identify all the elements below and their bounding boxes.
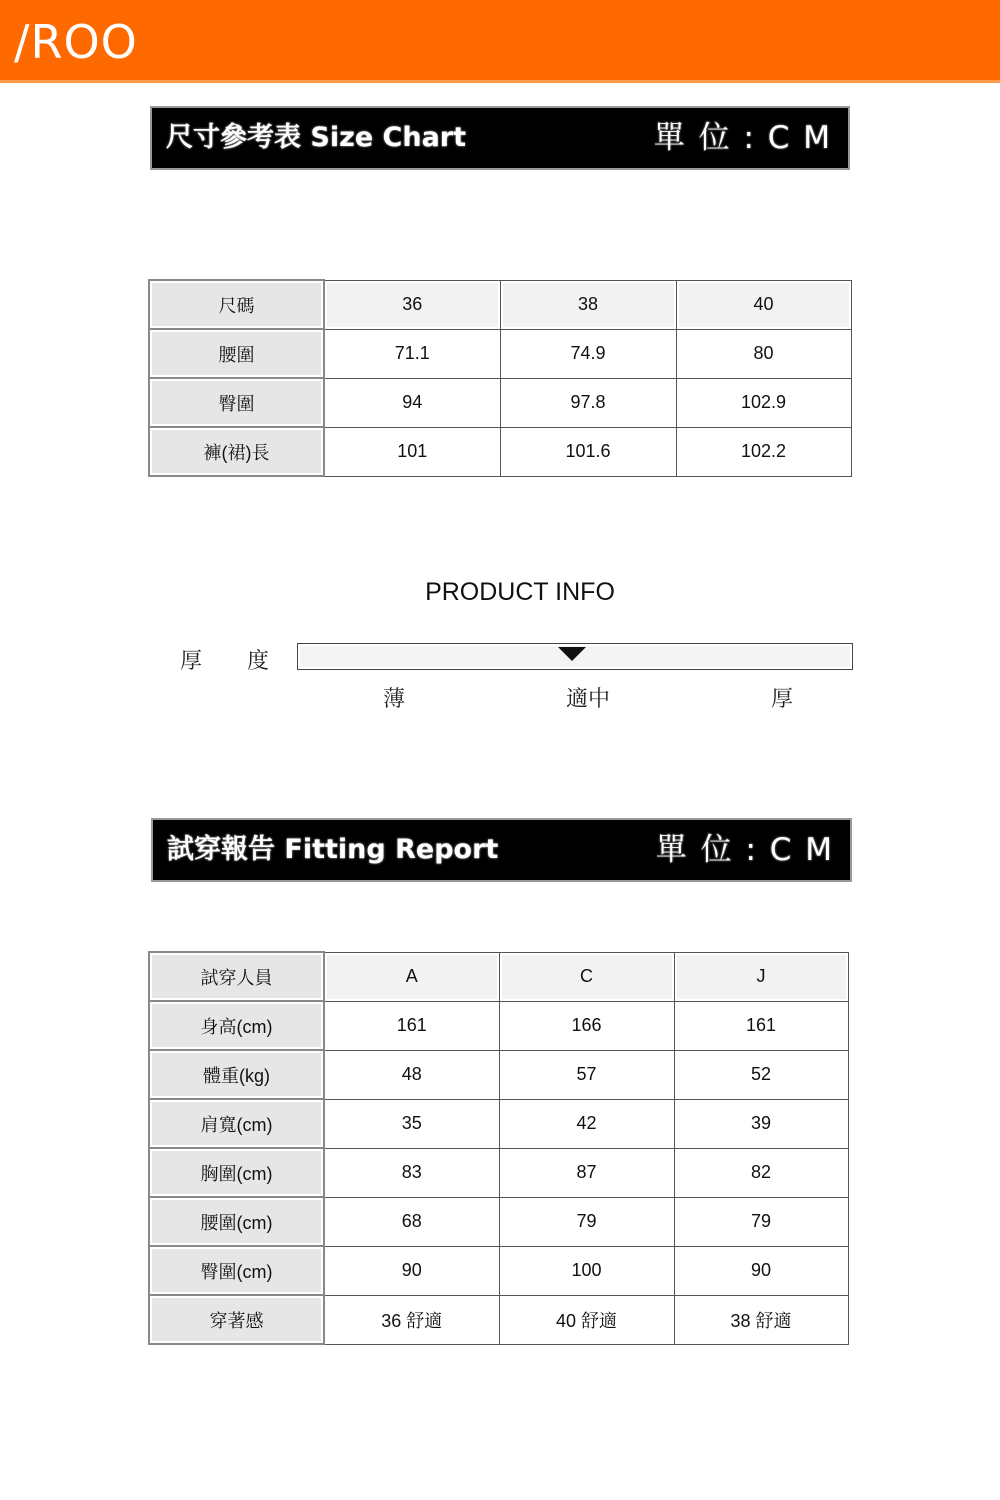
row-label: 臀圍(cm) (149, 1246, 324, 1295)
size-chart-header-cell: 36 (324, 280, 500, 329)
fitting-report-unit: 單 位 : C M (655, 832, 834, 868)
fitting-report-table (148, 951, 849, 1345)
fitting-header-cell: A (324, 952, 499, 1001)
table-cell: 102.9 (676, 378, 851, 427)
table-cell: 101 (324, 427, 500, 476)
table-cell: 87 (499, 1148, 674, 1197)
table-cell: 83 (324, 1148, 499, 1197)
thickness-marker-icon (558, 647, 586, 661)
size-chart-header (150, 106, 850, 170)
size-chart-header-cell: 38 (500, 280, 676, 329)
scale-tick-medium: 適中 (565, 687, 611, 712)
row-label: 臀圍 (149, 378, 324, 427)
table-cell: 39 (674, 1099, 848, 1148)
table-row (149, 378, 851, 427)
table-cell: 102.2 (676, 427, 851, 476)
fitting-report-title: 試穿報告 Fitting Report (167, 834, 499, 865)
table-cell: 57 (499, 1050, 674, 1099)
row-label: 穿著感 (149, 1295, 324, 1344)
table-row (149, 1099, 848, 1148)
row-label: 褲(裙)長 (149, 427, 324, 476)
table-cell: 100 (499, 1246, 674, 1295)
table-cell: 90 (674, 1246, 848, 1295)
table-cell: 74.9 (500, 329, 676, 378)
size-chart-table (148, 279, 852, 477)
row-label: 肩寬(cm) (149, 1099, 324, 1148)
table-cell: 82 (674, 1148, 848, 1197)
table-cell: 48 (324, 1050, 499, 1099)
table-row (149, 1246, 848, 1295)
table-cell: 161 (674, 1001, 848, 1050)
thickness-scale (297, 643, 853, 670)
size-chart-title: 尺寸參考表 Size Chart (166, 122, 467, 153)
brand-logo: /ROO (14, 15, 138, 69)
thickness-label: 度 (247, 649, 270, 674)
product-info-title: PRODUCT INFO (425, 578, 615, 606)
row-label: 胸圍(cm) (149, 1148, 324, 1197)
table-row (149, 1050, 848, 1099)
row-label: 腰圍(cm) (149, 1197, 324, 1246)
row-label: 體重(kg) (149, 1050, 324, 1099)
size-chart-unit: 單 位 : C M (653, 120, 832, 156)
fitting-header-cell: J (674, 952, 848, 1001)
table-cell: 71.1 (324, 329, 500, 378)
brand-bar (0, 0, 1000, 83)
table-cell: 36 舒適 (324, 1295, 499, 1344)
table-cell: 166 (499, 1001, 674, 1050)
table-cell: 68 (324, 1197, 499, 1246)
table-cell: 97.8 (500, 378, 676, 427)
size-chart-header-row (149, 280, 851, 329)
table-row (149, 427, 851, 476)
fitting-header-cell: 試穿人員 (149, 952, 324, 1001)
table-cell: 94 (324, 378, 500, 427)
fitting-report-header (151, 818, 852, 882)
table-row (149, 329, 851, 378)
thickness-label: 厚 (180, 649, 203, 674)
scale-tick-thick: 厚 (770, 687, 794, 712)
table-cell: 161 (324, 1001, 499, 1050)
table-row (149, 1001, 848, 1050)
table-row (149, 1295, 848, 1344)
table-cell: 80 (676, 329, 851, 378)
table-row (149, 1197, 848, 1246)
fitting-header-cell: C (499, 952, 674, 1001)
table-cell: 79 (499, 1197, 674, 1246)
table-cell: 35 (324, 1099, 499, 1148)
table-cell: 90 (324, 1246, 499, 1295)
table-cell: 101.6 (500, 427, 676, 476)
size-chart-header-cell: 40 (676, 280, 851, 329)
table-cell: 52 (674, 1050, 848, 1099)
fitting-report-header-row (149, 952, 848, 1001)
scale-tick-thin: 薄 (382, 687, 406, 712)
size-chart-header-cell: 尺碼 (149, 280, 324, 329)
row-label: 身高(cm) (149, 1001, 324, 1050)
row-label: 腰圍 (149, 329, 324, 378)
table-cell: 40 舒適 (499, 1295, 674, 1344)
table-cell: 79 (674, 1197, 848, 1246)
table-cell: 38 舒適 (674, 1295, 848, 1344)
table-cell: 42 (499, 1099, 674, 1148)
table-row (149, 1148, 848, 1197)
